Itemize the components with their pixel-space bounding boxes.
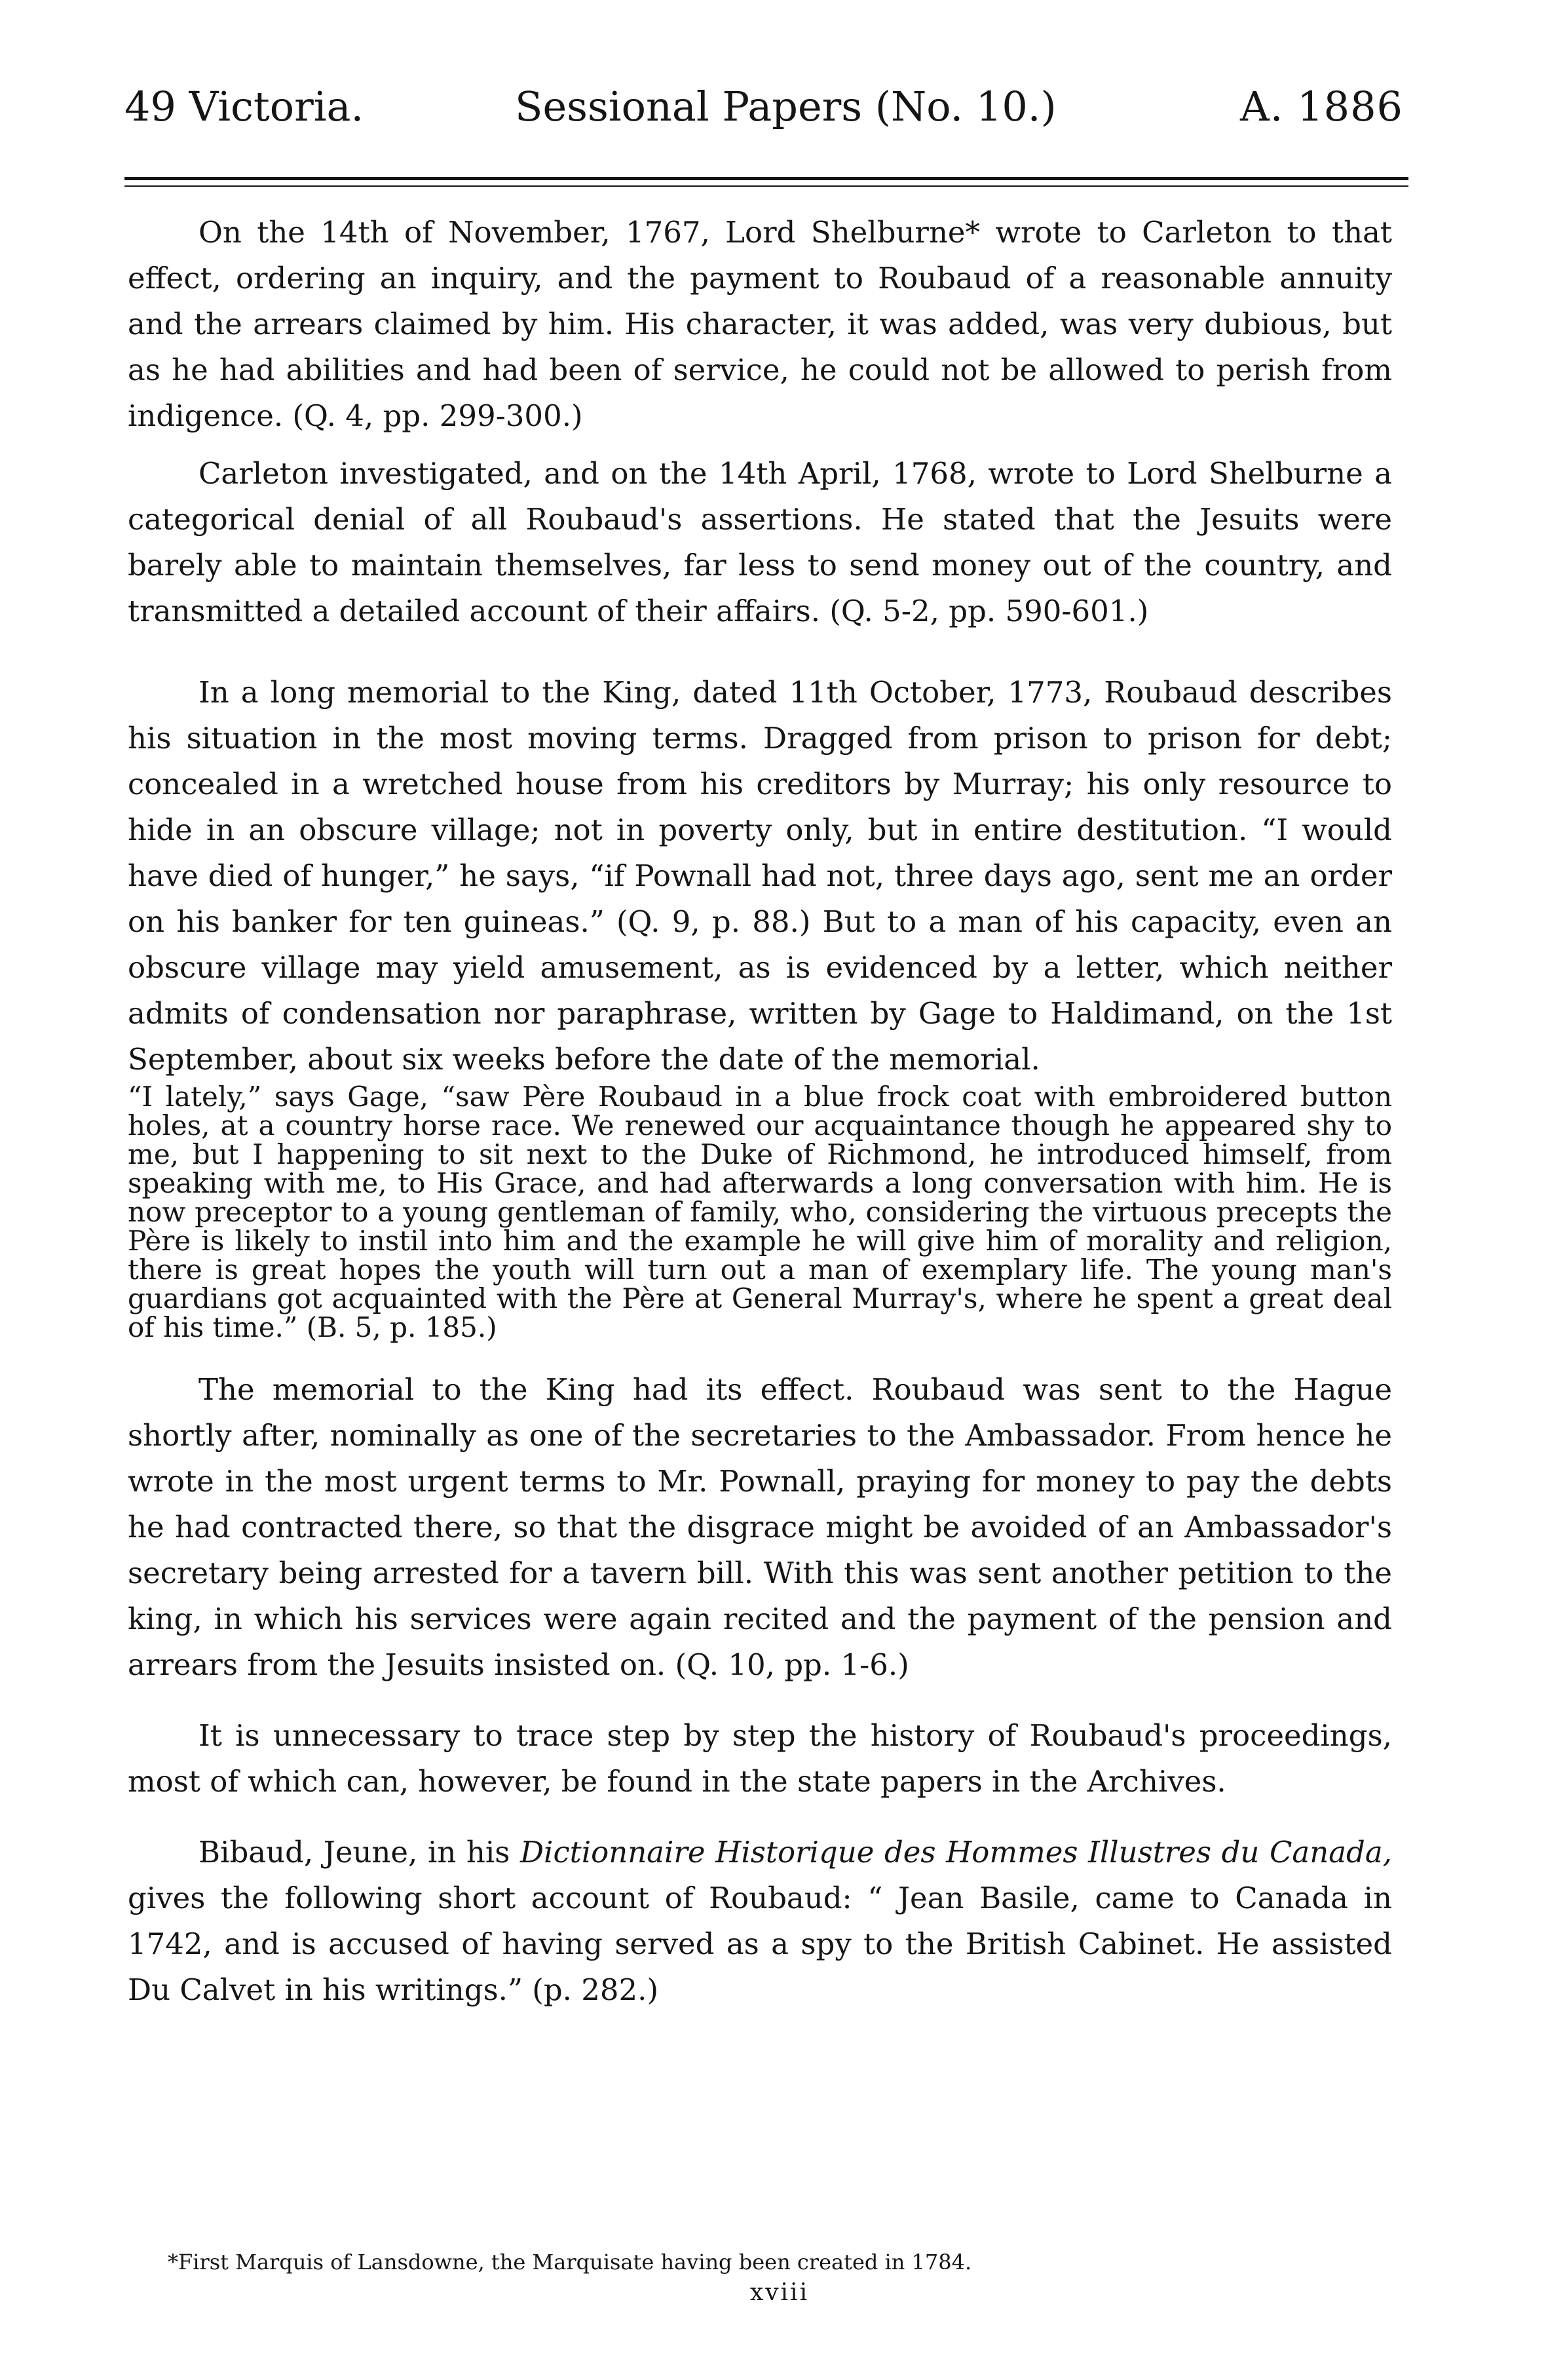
paragraph-bibaud-dictionary xyxy=(128,1830,1392,2013)
paragraph-hague-secretary: The memorial to the King had its effect. Roubaud was sent to the Hague shortly after, nominally as one of the secretaries to the Ambassador. From hence he wrote in the most urgent terms to Mr. Pownall, praying for money to pay the debts he had contracted there, so that the disgrace might be avoided of an Ambassador's secretary being arrested for a tavern bill. With this was sent another petition to the king, in which his services were again recited and the payment of the pension and arrears from the Jesuits insisted on. (Q. 10, pp. 1-6.) xyxy=(128,1372,1392,1682)
dictionary-title: Dictionnaire Historique des Hommes Illustres du Canada, xyxy=(519,1835,1392,1870)
paragraph-shelburne-letter: On the 14th of November, 1767, Lord Shelburne* wrote to Carleton to that effect, ordering an inquiry, and the payment to Roubaud of a reasonable annuity and the arrears claimed by him. His character, it was added, was very dubious, but as he had abilities and had been of service, he could not be allowed to perish from indigence. (Q. 4, pp. 299-300.) xyxy=(128,215,1392,433)
bibaud-quote: gives the following short account of Roubaud: “ Jean Basile, came to Canada in 1742, and is accused of having served as a spy to the British Cabinet. He assisted Du Calvet in his writings.” (p. 282.) xyxy=(128,1881,1392,2007)
body-text xyxy=(128,210,1392,2013)
header-rule-thick xyxy=(124,177,1408,180)
running-head xyxy=(124,77,1408,136)
quoted-letter-gage: “I lately,” says Gage, “saw Père Roubaud in a blue frock coat with embroidered button holes, at a country horse race. We renewed our acquaintance though he appeared shy to me, but I happening to sit next to the Duke of Richmond, he introduced himself, from speaking with me, to His Grace, and had afterwards a long conversation with him. He is now preceptor to a young gentleman of family, who, considering the virtuous precepts the Père is likely to instil into him and the example he will give him of morality and religion, there is great hopes the youth will turn out a man of exemplary life. The young man's guardians got acquainted with the Père at General Murray's, where he spent a great deal of his time.” (B. 5, p. 185.) xyxy=(128,1081,1392,1343)
header-title: Sessional Papers (No. 10.) xyxy=(515,83,1057,130)
header-year: A. 1886 xyxy=(1240,83,1403,130)
page-number: xviii xyxy=(749,2279,810,2306)
paragraph-memorial-to-king: In a long memorial to the King, dated 11th October, 1773, Roubaud describes his situation in the most moving terms. Dragged from prison to prison for debt; concealed in a wretched house from his creditors by Murray; his only resource to hide in an obscure village; not in poverty only, but in entire destitution. “I would have died of hunger,” he says, “if Pownall had not, three days ago, sent me an order on his banker for ten guineas.” (Q. 9, p. 88.) But to a man of his capacity, even an obscure village may yield amusement, as is evidenced by a letter, which neither admits of condensation nor paraphrase, written by Gage to Haldimand, on the 1st September, about six weeks before the date of the memorial. xyxy=(128,675,1392,1077)
paragraph-state-papers: It is unnecessary to trace step by step the history of Roubaud's proceedings, most of which can, however, be found in the state papers in the Archives. xyxy=(128,1718,1392,1799)
header-volume: 49 Victoria. xyxy=(124,83,364,130)
bibaud-intro: Bibaud, Jeune, in his xyxy=(198,1835,520,1870)
header-rule-thin xyxy=(124,185,1408,187)
footnote: *First Marquis of Lansdowne, the Marquisate having been created in 1784. xyxy=(168,2250,972,2274)
paragraph-carleton-investigation: Carleton investigated, and on the 14th April, 1768, wrote to Lord Shelburne a categorical denial of all Roubaud's assertions. He stated that the Jesuits were barely able to maintain themselves, far less to send money out of the country, and transmitted a detailed account of their affairs. (Q. 5-2, pp. 590-601.) xyxy=(128,456,1392,628)
